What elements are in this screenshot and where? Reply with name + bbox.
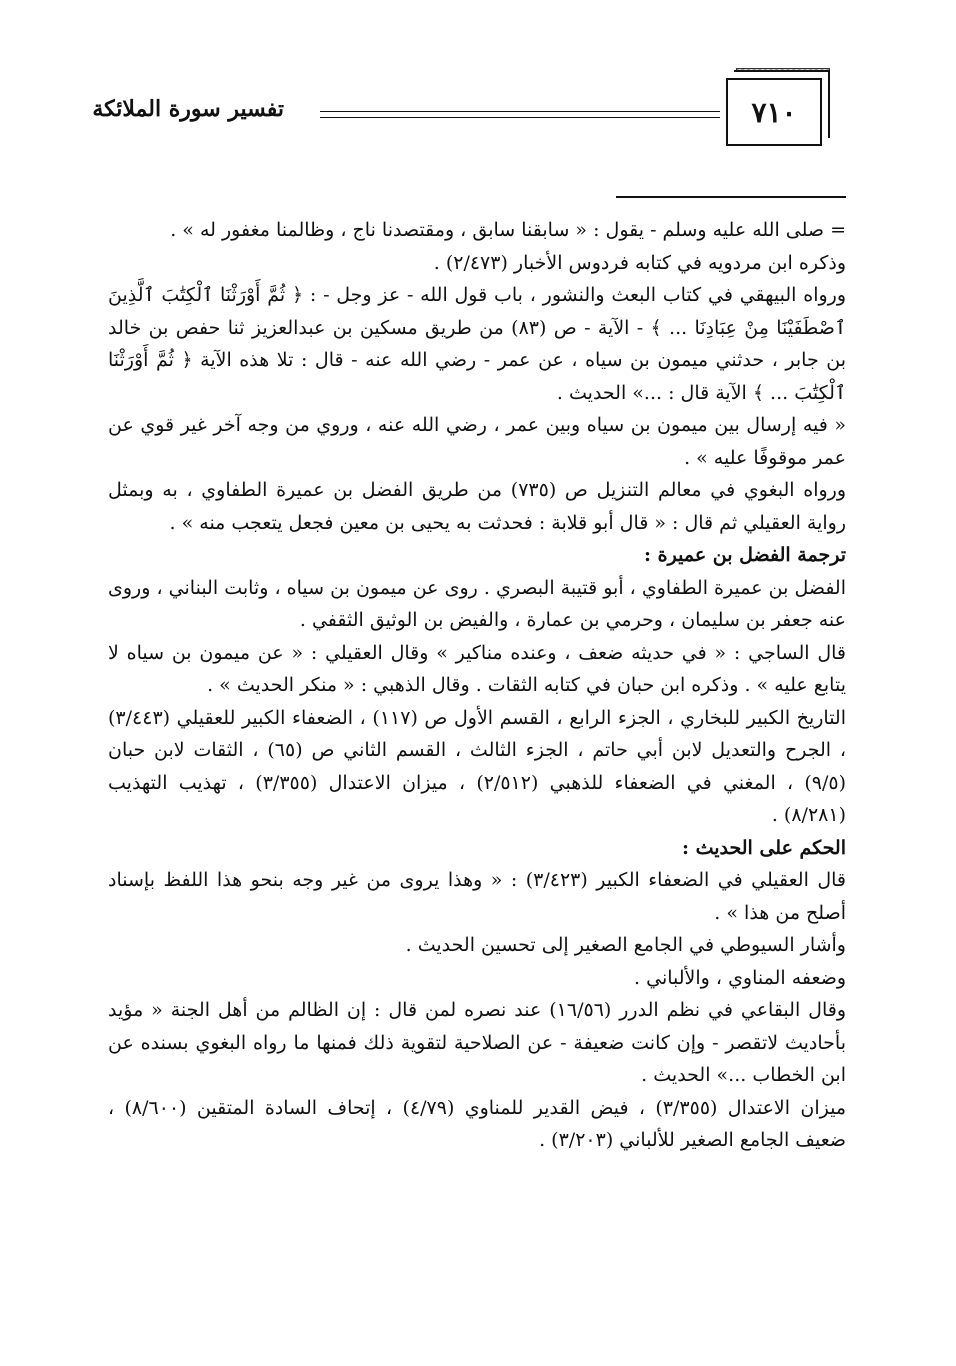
paragraph: وذكره ابن مردويه في كتابه فردوس الأخبار (٢/٤٧٣) . bbox=[433, 251, 846, 274]
page-title: تفسير سورة الملائكة bbox=[92, 96, 284, 122]
paragraph: قال العقيلي في الضعفاء الكبير (٣/٤٢٣) : « وهذا يروى من غير وجه بنحو هذا اللفظ بإسناد أصلح من هذا » . bbox=[108, 869, 846, 924]
paragraph: الفضل بن عميرة الطفاوي ، أبو قتيبة البصري . روى عن ميمون بن سياه ، وثابت البناني ، وروى عنه جعفر بن سليمان ، وحرمي بن عمارة ، والفيض بن الوثيق الثقفي . bbox=[108, 576, 846, 631]
page-body bbox=[108, 214, 846, 1157]
paragraph: قال الساجي : « في حديثه ضعف ، وعنده مناكير » وقال العقيلي : « عن ميمون بن سياه لا يتابع عليه » . وذكره ابن حبان في كتابه الثقات . وقال الذهبي : « منكر الحديث » . bbox=[108, 641, 846, 696]
page-number: ٧١٠ bbox=[726, 78, 822, 146]
paragraph: = صلى الله عليه وسلم - يقول : « سابقنا سابق ، ومقتصدنا ناج ، وظالمنا مغفور له » . bbox=[170, 219, 846, 241]
paragraph: ورواه البغوي في معالم التنزيل ص (٧٣٥) من طريق الفضل بن عميرة الطفاوي ، به وبمثل رواية العقيلي ثم قال : « قال أبو قلابة : فحدثت به يحيى بن معين فجعل يتعجب منه » . bbox=[108, 479, 847, 534]
paragraph: ورواه البيهقي في كتاب البعث والنشور ، باب قول الله - عز وجل - : ﴿ ثُمَّ أَوْرَثْنَا ٱلْكِتَٰبَ ٱلَّذِينَ ٱصْطَفَيْنَا مِنْ عِبَادِنَا ... ﴾ - الآية - ص (٨٣) من طريق مسكين بن عبدالعزيز ثنا حفص بن خالد بن جابر ، حدثني ميمون بن سياه ، عن عمر - رضي الله عنه - قال : تلا هذه الآية ﴿ ثُمَّ أَوْرَثْنَا ٱلْكِتَٰبَ ... ﴾ الآية قال : ...» الحديث . bbox=[108, 284, 846, 404]
paragraph: وضعفه المناوي ، والألباني . bbox=[634, 966, 846, 989]
footnote-separator bbox=[616, 196, 846, 198]
paragraph: وأشار السيوطي في الجامع الصغير إلى تحسين الحديث . bbox=[405, 934, 846, 956]
header-rule bbox=[320, 111, 720, 118]
paragraph: ميزان الاعتدال (٣/٣٥٥) ، فيض القدير للمناوي (٤/٧٩) ، إتحاف السادة المتقين (٨/٦٠٠) ، ضعيف الجامع الصغير للألباني (٣/٢٠٣) . bbox=[108, 1096, 846, 1151]
section-heading: الحكم على الحديث : bbox=[681, 836, 846, 859]
section-heading: ترجمة الفضل بن عميرة : bbox=[644, 544, 846, 566]
paragraph: « فيه إرسال بين ميمون بن سياه وبين عمر ، رضي الله عنه ، وروي من وجه آخر غير قوي عن عمر موقوفًا عليه » . bbox=[108, 414, 846, 469]
paragraph: التاريخ الكبير للبخاري ، الجزء الرابع ، القسم الأول ص (١١٧) ، الضعفاء الكبير للعقيلي (٣/٤٤٣) ، الجرح والتعديل لابن أبي حاتم ، الجزء الثالث ، القسم الثاني ص (٦٥) ، الثقات لابن حبان (٩/٥) ، المغني في الضعفاء للذهبي (٢/٥١٢) ، ميزان الاعتدال (٣/٣٥٥) ، تهذيب التهذيب (٨/٢٨١) . bbox=[108, 706, 847, 826]
paragraph: وقال البقاعي في نظم الدرر (١٦/٥٦) عند نصره لمن قال : إن الظالم من أهل الجنة « مؤيد بأحاديث لاتقصر - وإن كانت ضعيفة - عن الصلاحية لتقوية ذلك فمنها ما رواه البغوي بسنده عن ابن الخطاب ...» الحديث . bbox=[108, 999, 847, 1086]
